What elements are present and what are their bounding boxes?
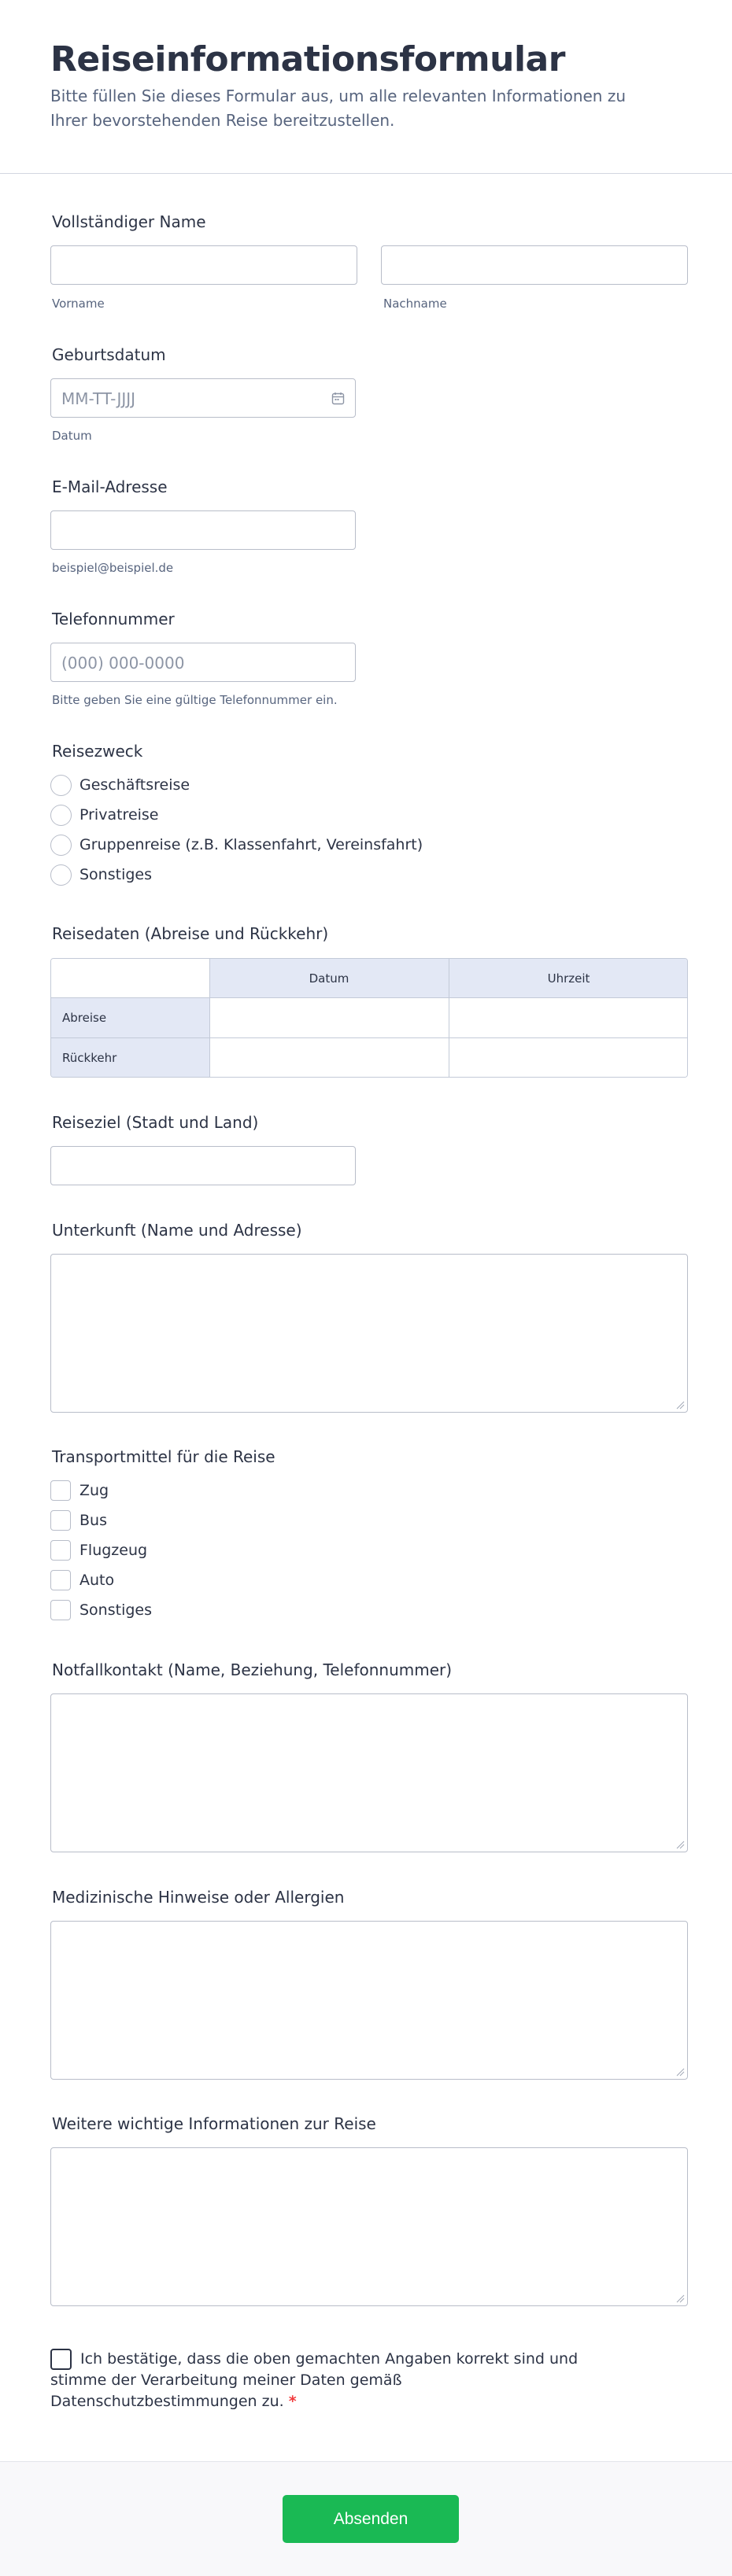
travel-dates-label: Reisedaten (Abreise und Rückkehr) (52, 924, 329, 943)
additional-info-textarea[interactable] (50, 2147, 688, 2306)
medical-textarea[interactable] (50, 1921, 688, 2080)
phone-sublabel: Bitte geben Sie eine gültige Telefonnummer ein. (52, 693, 338, 707)
transport-label: Transportmittel für die Reise (52, 1447, 275, 1466)
radio-button[interactable] (50, 805, 72, 826)
radio-button[interactable] (50, 835, 72, 856)
consent-text-block (50, 2349, 601, 2412)
calendar-icon[interactable] (331, 392, 345, 405)
resize-grip-icon[interactable] (675, 2067, 685, 2077)
required-marker: * (288, 2393, 297, 2410)
departure-time-cell[interactable] (449, 997, 688, 1037)
accommodation-textarea[interactable] (50, 1254, 688, 1413)
radio-button[interactable] (50, 864, 72, 886)
resize-grip-icon[interactable] (675, 2294, 685, 2303)
travel-dates-matrix (50, 958, 688, 1078)
matrix-column-header: Uhrzeit (449, 959, 688, 997)
matrix-row-header: Rückkehr (51, 1037, 209, 1078)
consent-checkbox[interactable] (50, 2349, 72, 2370)
form-subtitle: Bitte füllen Sie dieses Formular aus, um alle relevanten Informationen zu Ihrer bevorstehenden Reise bereitzustellen. (50, 87, 627, 130)
accommodation-label: Unterkunft (Name und Adresse) (52, 1221, 302, 1240)
phone-placeholder: (000) 000-0000 (61, 654, 185, 673)
matrix-divider (209, 959, 210, 1078)
purpose-label: Reisezweck (52, 742, 143, 761)
form-header (0, 0, 732, 174)
resize-grip-icon[interactable] (675, 1400, 685, 1410)
emergency-contact-textarea[interactable] (50, 1693, 688, 1852)
purpose-option-label: Privatreise (79, 806, 159, 824)
purpose-option-label: Geschäftsreise (79, 776, 190, 794)
transport-option-label: Auto (79, 1572, 115, 1589)
resize-grip-icon[interactable] (675, 1840, 685, 1849)
matrix-divider (51, 997, 209, 998)
phone-input[interactable] (50, 643, 356, 682)
full-name-label: Vollständiger Name (52, 212, 206, 231)
form-title: Reiseinformationsformular (50, 39, 565, 79)
departure-date-cell[interactable] (209, 997, 449, 1037)
birthdate-input[interactable] (50, 378, 356, 418)
email-sublabel: beispiel@beispiel.de (52, 561, 174, 575)
purpose-option-label: Gruppenreise (z.B. Klassenfahrt, Vereinsfahrt) (79, 836, 423, 853)
birthdate-placeholder: MM-TT-JJJJ (61, 389, 136, 408)
matrix-row-header: Abreise (51, 997, 209, 1037)
checkbox[interactable] (50, 1600, 71, 1620)
purpose-option-label: Sonstiges (79, 866, 153, 883)
checkbox[interactable] (50, 1510, 71, 1531)
checkbox[interactable] (50, 1570, 71, 1590)
last-name-input[interactable] (381, 245, 688, 285)
submit-button[interactable]: Absenden (283, 2495, 459, 2543)
last-name-sublabel: Nachname (383, 297, 447, 311)
first-name-sublabel: Vorname (52, 297, 105, 311)
email-label: E-Mail-Adresse (52, 477, 168, 496)
destination-label: Reiseziel (Stadt und Land) (52, 1113, 259, 1132)
checkbox[interactable] (50, 1480, 71, 1501)
medical-label: Medizinische Hinweise oder Allergien (52, 1888, 345, 1907)
checkbox[interactable] (50, 1540, 71, 1561)
transport-option-label: Sonstiges (79, 1601, 153, 1619)
consent-label: Ich bestätige, dass die oben gemachten Angaben korrekt sind und stimme der Verarbeitung meiner Daten gemäß Datenschutzbestimmungen zu. (50, 2350, 579, 2410)
phone-label: Telefonnummer (52, 610, 175, 628)
return-date-cell[interactable] (209, 1037, 449, 1078)
transport-option-label: Zug (79, 1482, 109, 1499)
matrix-divider (51, 1037, 688, 1038)
transport-option-label: Bus (79, 1512, 107, 1529)
first-name-input[interactable] (50, 245, 357, 285)
birthdate-sublabel: Datum (52, 429, 92, 443)
birthdate-label: Geburtsdatum (52, 345, 166, 364)
return-time-cell[interactable] (449, 1037, 688, 1078)
transport-option-label: Flugzeug (79, 1542, 148, 1559)
additional-info-label: Weitere wichtige Informationen zur Reise (52, 2114, 376, 2133)
emergency-contact-label: Notfallkontakt (Name, Beziehung, Telefonnummer) (52, 1660, 453, 1679)
matrix-corner (51, 959, 209, 997)
radio-button[interactable] (50, 775, 72, 796)
email-input[interactable] (50, 510, 356, 550)
destination-input[interactable] (50, 1146, 356, 1185)
matrix-column-header: Datum (209, 959, 449, 997)
